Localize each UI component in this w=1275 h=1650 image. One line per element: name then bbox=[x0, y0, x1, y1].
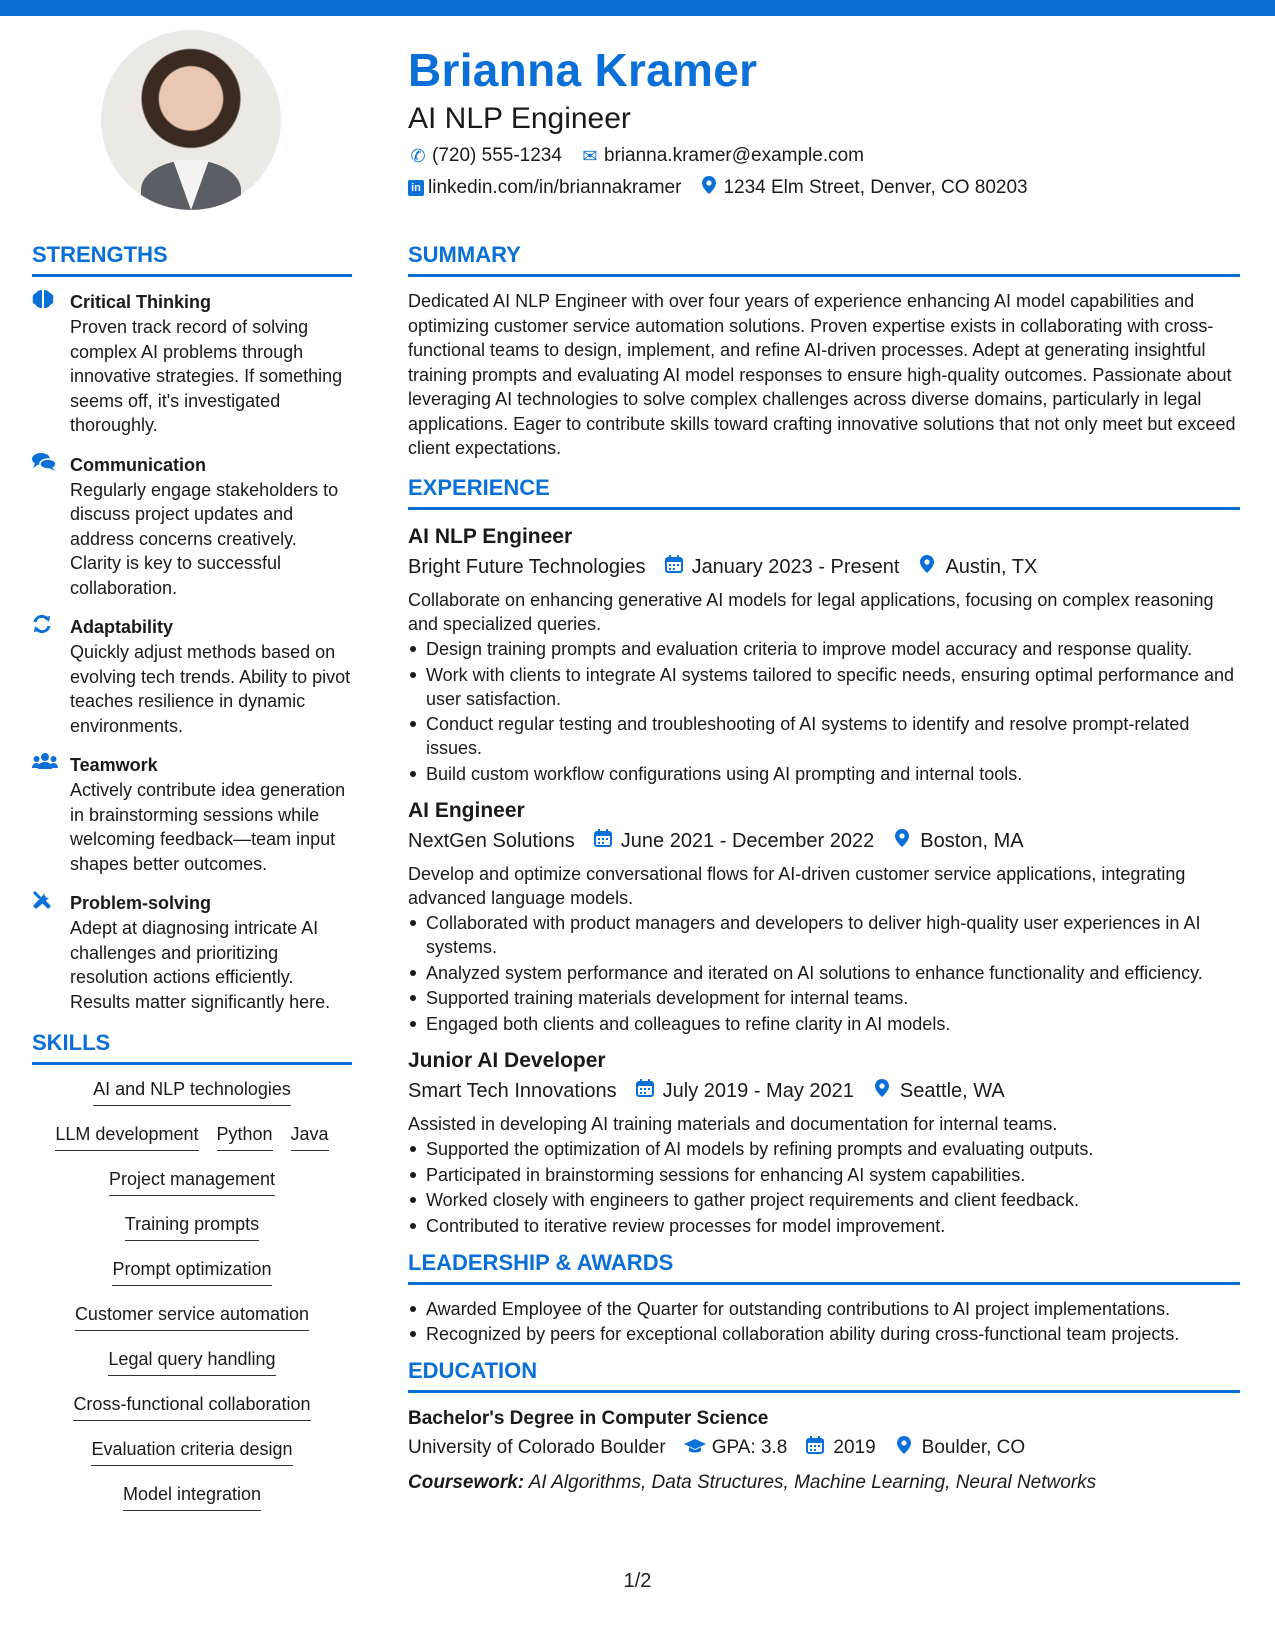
strength-desc: Proven track record of solving complex AI problems through innovative strategies. If something seems off, it's investigated thoroughly. bbox=[70, 317, 343, 435]
map-pin-icon bbox=[917, 552, 937, 582]
bullet-item: Conduct regular testing and troubleshooting of AI systems to identify and resolve prompt-related issues. bbox=[408, 712, 1240, 760]
strength-desc: Actively contribute idea generation in brainstorming sessions while welcoming feedback—team input shapes better outcomes. bbox=[70, 780, 346, 874]
bullet-item: Collaborated with product managers and developers to deliver high-quality user experiences in AI systems. bbox=[408, 911, 1240, 959]
job-location: Austin, TX bbox=[945, 555, 1038, 578]
linkedin-icon: in bbox=[408, 180, 424, 196]
education-meta bbox=[408, 1433, 1240, 1463]
map-pin-icon bbox=[699, 174, 719, 202]
skill-tag: Training prompts bbox=[125, 1212, 259, 1241]
email-text[interactable]: brianna.kramer@example.com bbox=[603, 145, 864, 166]
job-location: Seattle, WA bbox=[899, 1079, 1005, 1102]
map-pin-icon bbox=[892, 826, 912, 856]
resume-header bbox=[408, 40, 1248, 202]
bullet-item: Build custom workflow configurations using AI prompting and internal tools. bbox=[408, 762, 1240, 786]
candidate-title: AI NLP Engineer bbox=[408, 102, 631, 135]
bullet-item: Work with clients to integrate AI systems tailored to specific needs, ensuring optimal performance and user satisfaction. bbox=[408, 663, 1240, 711]
sync-icon bbox=[32, 614, 70, 738]
location-item bbox=[917, 552, 1037, 582]
strength-desc: Regularly engage stakeholders to discuss project updates and address concerns creatively. Clarity is key to successful collaboration. bbox=[70, 479, 339, 598]
job-title: AI Engineer bbox=[408, 798, 525, 822]
comments-icon bbox=[32, 452, 70, 601]
strength-desc: Quickly adjust methods based on evolving tech trends. Ability to pivot teaches resilience in dynamic environments. bbox=[70, 642, 351, 736]
strength-name: Critical Thinking bbox=[70, 292, 212, 312]
job-bullets bbox=[408, 911, 1240, 1036]
grad-year: 2019 bbox=[833, 1437, 876, 1458]
strength-name: Communication bbox=[70, 454, 207, 475]
address-item bbox=[699, 174, 1027, 202]
job-bullets bbox=[408, 637, 1240, 786]
coursework-list: AI Algorithms, Data Structures, Machine Learning, Neural Networks bbox=[528, 1472, 1097, 1493]
skill-tag: LLM development bbox=[55, 1122, 198, 1151]
strength-item bbox=[32, 452, 352, 601]
calendar-icon bbox=[805, 1433, 825, 1463]
skill-tag: Prompt optimization bbox=[112, 1257, 271, 1286]
strength-name: Adaptability bbox=[70, 617, 174, 637]
skill-tag: Java bbox=[291, 1122, 329, 1151]
company-name: NextGen Solutions bbox=[408, 829, 575, 852]
skill-tag: AI and NLP technologies bbox=[93, 1077, 291, 1106]
location-item bbox=[892, 826, 1023, 856]
skill-tag: Legal query handling bbox=[108, 1347, 275, 1376]
calendar-icon bbox=[664, 552, 684, 582]
strength-item bbox=[32, 614, 352, 738]
users-icon bbox=[32, 752, 70, 876]
job-description: Assisted in developing AI training materials and documentation for internal teams. bbox=[408, 1113, 1058, 1134]
brain-icon bbox=[32, 289, 70, 438]
job-description: Collaborate on enhancing generative AI models for legal applications, focusing on complex reasoning and specialized queries. bbox=[408, 589, 1214, 634]
job-dates: July 2019 - May 2021 bbox=[662, 1079, 854, 1102]
skill-row bbox=[64, 1392, 319, 1437]
skill-row bbox=[82, 1437, 301, 1482]
skill-row bbox=[116, 1212, 268, 1257]
bullet-item: Supported training materials development for internal teams. bbox=[408, 986, 1240, 1010]
contact-row-1 bbox=[408, 142, 1248, 170]
strength-name: Teamwork bbox=[70, 755, 158, 775]
strength-name: Problem-solving bbox=[70, 893, 212, 913]
location-item bbox=[872, 1076, 1005, 1106]
job-dates: January 2023 - Present bbox=[691, 555, 900, 578]
phone-text: (720) 555-1234 bbox=[432, 145, 562, 166]
skill-row bbox=[84, 1077, 300, 1122]
skill-row bbox=[66, 1302, 318, 1347]
skill-tag: Cross-functional collaboration bbox=[73, 1392, 310, 1421]
strengths-heading: STRENGTHS bbox=[32, 240, 352, 277]
skills-list bbox=[32, 1077, 352, 1527]
contact-row-2 bbox=[408, 174, 1248, 202]
gpa-text: GPA: 3.8 bbox=[711, 1437, 788, 1458]
skill-tag: Model integration bbox=[123, 1482, 261, 1511]
bullet-item: Participated in brainstorming sessions for enhancing AI system capabilities. bbox=[408, 1163, 1240, 1187]
degree-name: Bachelor's Degree in Computer Science bbox=[408, 1408, 769, 1429]
tools-icon bbox=[32, 890, 70, 1014]
education-heading: EDUCATION bbox=[408, 1356, 1240, 1393]
job-title: Junior AI Developer bbox=[408, 1048, 606, 1072]
bullet-item: Contributed to iterative review processes for model improvement. bbox=[408, 1214, 1240, 1238]
company-name: Smart Tech Innovations bbox=[408, 1079, 617, 1102]
calendar-icon bbox=[635, 1076, 655, 1106]
location-item bbox=[894, 1433, 1026, 1463]
email-item[interactable] bbox=[580, 142, 864, 170]
profile-photo bbox=[101, 30, 281, 210]
job-meta bbox=[408, 1076, 1240, 1106]
job-meta bbox=[408, 552, 1240, 582]
strength-desc: Adept at diagnosing intricate AI challenges and prioritizing resolution actions efficiently. Results matter significantly here. bbox=[70, 918, 331, 1012]
company-name: Bright Future Technologies bbox=[408, 555, 646, 578]
page-number: 1/2 bbox=[623, 1570, 652, 1592]
skill-row bbox=[46, 1122, 337, 1167]
left-column bbox=[32, 240, 352, 1527]
top-accent-bar bbox=[0, 0, 1275, 16]
skill-tag: Python bbox=[217, 1122, 273, 1151]
education-entry bbox=[408, 1405, 1240, 1497]
skill-row bbox=[99, 1347, 284, 1392]
job-dates: June 2021 - December 2022 bbox=[620, 829, 875, 852]
date-item bbox=[635, 1076, 854, 1106]
skill-row bbox=[114, 1482, 270, 1527]
date-item bbox=[664, 552, 900, 582]
address-text: 1234 Elm Street, Denver, CO 80203 bbox=[723, 177, 1028, 198]
job-location: Boston, MA bbox=[920, 829, 1024, 852]
skill-tag: Customer service automation bbox=[75, 1302, 309, 1331]
job-bullets bbox=[408, 1137, 1240, 1238]
skill-tag: Evaluation criteria design bbox=[91, 1437, 292, 1466]
bullet-item: Worked closely with engineers to gather project requirements and client feedback. bbox=[408, 1188, 1240, 1212]
map-pin-icon bbox=[894, 1433, 914, 1463]
strength-item bbox=[32, 752, 352, 876]
skill-tag: Project management bbox=[109, 1167, 275, 1196]
job-entry bbox=[408, 522, 1240, 786]
school-location: Boulder, CO bbox=[921, 1437, 1026, 1458]
strength-item bbox=[32, 289, 352, 438]
candidate-name: Brianna Kramer bbox=[408, 44, 758, 96]
experience-heading: EXPERIENCE bbox=[408, 473, 1240, 510]
coursework bbox=[408, 1469, 1240, 1497]
job-entry bbox=[408, 1046, 1240, 1238]
job-title: AI NLP Engineer bbox=[408, 524, 573, 548]
date-item bbox=[593, 826, 875, 856]
skills-heading: SKILLS bbox=[32, 1028, 352, 1065]
phone-icon: ✆ bbox=[410, 146, 426, 166]
job-entry bbox=[408, 796, 1240, 1036]
job-meta bbox=[408, 826, 1240, 856]
bullet-item: Engaged both clients and colleagues to refine clarity in AI models. bbox=[408, 1012, 1240, 1036]
job-description: Develop and optimize conversational flows for AI-driven customer service applications, integrating advanced language models. bbox=[408, 863, 1186, 908]
linkedin-item[interactable] bbox=[408, 174, 681, 202]
award-item: Recognized by peers for exceptional collaboration ability during cross-functional team projects. bbox=[408, 1322, 1240, 1346]
bullet-item: Design training prompts and evaluation criteria to improve model accuracy and response quality. bbox=[408, 637, 1240, 661]
summary-text: Dedicated AI NLP Engineer with over four years of experience enhancing AI model capabilities and optimizing customer service automation solutions. Proven expertise exists in collaborating with cross-functional teams to design, implement, and refine AI-driven processes. Adept at generating insightful training prompts and evaluating AI model responses to ensure high-quality outcomes. Passionate about leveraging AI technologies to solve complex challenges across diverse domains, particularly in legal applications. Eager to contribute skills toward crafting innovative solutions that not only meet but exceed client expectations. bbox=[408, 291, 1236, 458]
coursework-label: Coursework: bbox=[408, 1472, 525, 1493]
skill-row bbox=[100, 1167, 284, 1212]
phone-item bbox=[408, 142, 562, 170]
awards-heading: LEADERSHIP & AWARDS bbox=[408, 1248, 1240, 1285]
school-name: University of Colorado Boulder bbox=[408, 1437, 666, 1458]
map-pin-icon bbox=[872, 1076, 892, 1106]
right-column bbox=[408, 240, 1240, 1497]
skill-row bbox=[103, 1257, 280, 1302]
year-item bbox=[805, 1433, 875, 1463]
gpa-item bbox=[684, 1433, 788, 1463]
summary-heading: SUMMARY bbox=[408, 240, 1240, 277]
awards-list bbox=[408, 1297, 1240, 1347]
envelope-icon: ✉ bbox=[582, 146, 598, 166]
bullet-item: Analyzed system performance and iterated on AI solutions to enhance functionality and efficiency. bbox=[408, 961, 1240, 985]
graduation-cap-icon bbox=[684, 1433, 704, 1463]
bullet-item: Supported the optimization of AI models by refining prompts and evaluating outputs. bbox=[408, 1137, 1240, 1161]
linkedin-text[interactable]: linkedin.com/in/briannakramer bbox=[428, 177, 682, 198]
award-item: Awarded Employee of the Quarter for outstanding contributions to AI project implementations. bbox=[408, 1297, 1240, 1321]
strength-item bbox=[32, 890, 352, 1014]
calendar-icon bbox=[593, 826, 613, 856]
